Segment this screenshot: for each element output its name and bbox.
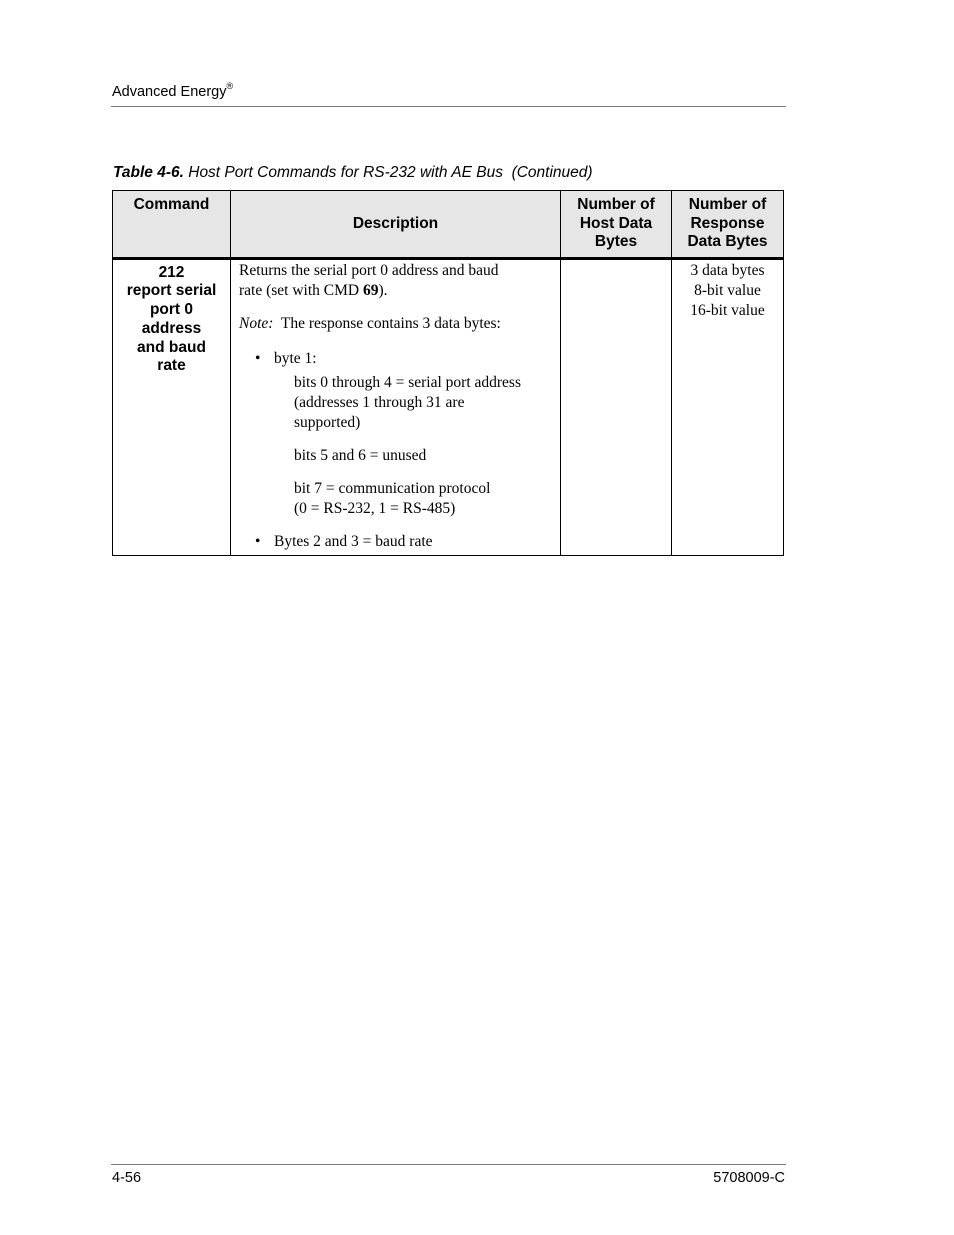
- bullet-icon: •: [255, 349, 261, 367]
- note-text: The response contains 3 data bytes:: [273, 314, 501, 332]
- bullet-text: byte 1:: [274, 349, 317, 367]
- command-number: 212: [158, 263, 185, 281]
- table-caption: [113, 163, 593, 183]
- response-line: 3 data bytes: [690, 261, 765, 279]
- bit-7-text: [239, 479, 552, 519]
- bits-line: (addresses 1 through 31 are: [294, 393, 465, 411]
- description-note: [239, 314, 552, 334]
- bullet-byte-1: [239, 349, 552, 369]
- description-intro: [239, 261, 552, 301]
- bits-5-6-text: bits 5 and 6 = unused: [294, 446, 427, 464]
- header-line: Data Bytes: [687, 233, 768, 250]
- header-line: Response: [690, 214, 765, 232]
- column-header-description: Description: [231, 191, 561, 259]
- table-header-row: [113, 191, 784, 259]
- command-name-line: and baud: [137, 338, 206, 356]
- response-data-bytes-cell: [672, 258, 784, 555]
- command-name-line: report serial: [126, 282, 217, 300]
- command-name-line: port 0: [149, 301, 194, 319]
- bullet-bytes-2-3: [239, 532, 552, 552]
- response-line: 8-bit value: [694, 281, 761, 299]
- document-number: 5708009-C: [713, 1170, 785, 1186]
- header-rule: [111, 106, 786, 107]
- cmd-reference: 69: [362, 281, 379, 299]
- command-cell: [113, 258, 231, 555]
- intro-line-suffix: ).: [378, 281, 388, 299]
- command-name-line: rate: [157, 357, 186, 375]
- header-line: Number of: [688, 196, 767, 213]
- host-port-commands-table: [112, 190, 784, 556]
- page-number: 4-56: [112, 1170, 142, 1186]
- table-caption-text: Host Port Commands for RS-232 with AE Bus (Continued): [183, 164, 593, 181]
- footer-rule: [111, 1164, 786, 1165]
- header-line: Host Data: [579, 214, 653, 232]
- column-header-response-data-bytes: [672, 191, 784, 259]
- header-line: Number of: [577, 196, 655, 213]
- note-label: Note:: [239, 314, 274, 332]
- bits-line: bits 0 through 4 = serial port address: [294, 373, 521, 391]
- bullet-icon: •: [255, 532, 261, 550]
- bullet-text: Bytes 2 and 3 = baud rate: [274, 532, 433, 550]
- column-header-host-data-bytes: [561, 191, 672, 259]
- intro-line-prefix: rate (set with CMD: [239, 281, 363, 299]
- bits-line: bit 7 = communication protocol: [294, 479, 491, 497]
- description-cell: [231, 258, 561, 555]
- company-name: Advanced Energy: [112, 84, 227, 100]
- intro-line: Returns the serial port 0 address and baud: [239, 261, 499, 279]
- running-header: [112, 82, 233, 102]
- registered-mark: ®: [226, 81, 234, 91]
- host-data-bytes-cell: [561, 258, 672, 555]
- bits-line: supported): [294, 413, 361, 431]
- column-header-command: Command: [113, 191, 231, 259]
- table-row: [113, 258, 784, 555]
- header-line: Bytes: [594, 233, 638, 250]
- bits-line: (0 = RS-232, 1 = RS-485): [294, 499, 456, 517]
- command-name-line: address: [141, 319, 202, 337]
- table-caption-label: Table 4-6.: [113, 164, 184, 181]
- bits-0-4-text: [239, 373, 552, 433]
- response-line: 16-bit value: [690, 301, 765, 319]
